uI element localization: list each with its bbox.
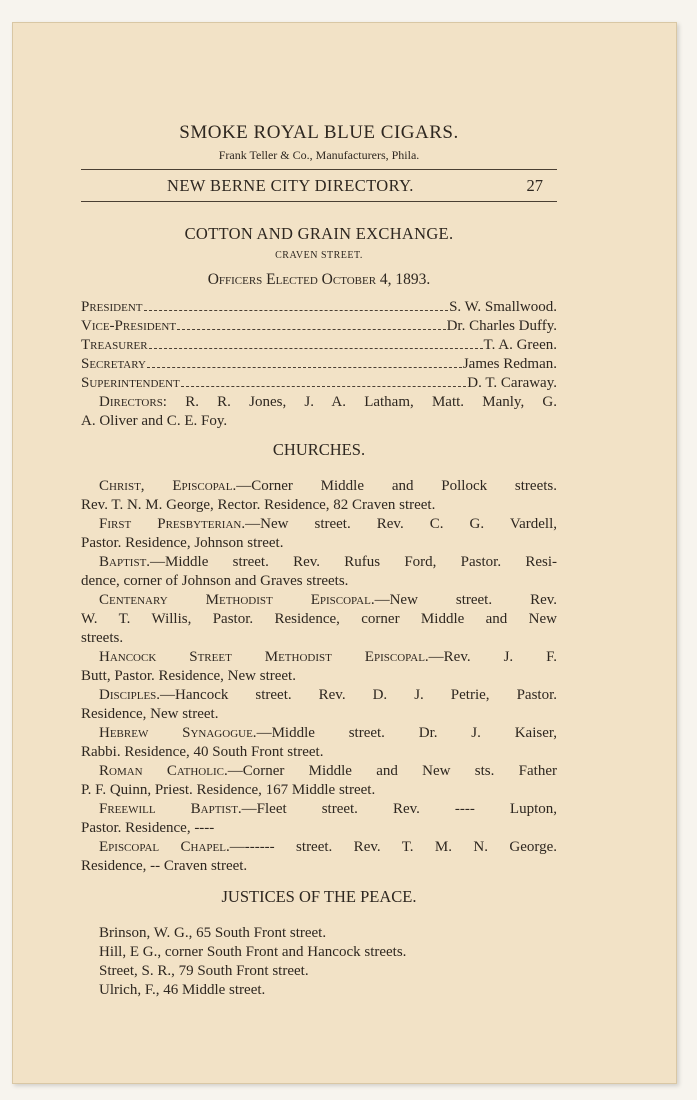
church-entry-line: Rev. T. N. M. George, Rector. Residence, 82 Craven street. — [81, 497, 436, 513]
dot-leader — [177, 317, 446, 330]
dot-leader — [144, 298, 449, 311]
church-entry-line: Pastor. Residence, ---- — [81, 820, 215, 836]
justice-entry: Ulrich, F., 46 Middle street. — [99, 982, 266, 998]
officer-row — [81, 298, 557, 316]
church-name: Baptist. — [99, 554, 151, 570]
church-entry: Disciples.—Hancock street. Rev. D. J. Petrie, Pastor. — [99, 687, 557, 703]
church-name: Hebrew Synagogue. — [99, 725, 257, 741]
directors-label: Directors: — [99, 394, 167, 410]
officer-row — [81, 317, 557, 335]
church-entry-line: Butt, Pastor. Residence, New street. — [81, 668, 296, 684]
church-entry-line: Rabbi. Residence, 40 South Front street. — [81, 744, 324, 760]
church-entry-line: dence, corner of Johnson and Graves streets. — [81, 573, 349, 589]
officer-name: T. A. Green. — [483, 337, 557, 353]
officer-row — [81, 336, 557, 354]
justice-entry: Hill, E G., corner South Front and Hancock streets. — [99, 944, 407, 960]
church-entry: Centenary Methodist Episcopal.—New street. Rev. — [99, 592, 558, 608]
officer-name: James Redman. — [462, 356, 557, 372]
dot-leader — [181, 374, 467, 387]
church-name: Christ, Episcopal. — [99, 478, 237, 494]
officer-name: Dr. Charles Duffy. — [446, 318, 557, 334]
top-rule — [81, 169, 557, 170]
officer-title: Superintendent — [81, 375, 180, 391]
church-name: Centenary Methodist Episcopal. — [99, 592, 375, 608]
church-name: Disciples. — [99, 687, 161, 703]
directors-line — [81, 393, 557, 411]
church-entry: Episcopal Chapel.—------ street. Rev. T. M. N. George. — [99, 839, 557, 855]
church-entry-line: P. F. Quinn, Priest. Residence, 167 Middle street. — [81, 782, 376, 798]
exchange-heading: COTTON AND GRAIN EXCHANGE. — [184, 224, 454, 243]
officer-name: D. T. Caraway. — [467, 375, 557, 391]
officer-row — [81, 374, 557, 392]
justices-heading: JUSTICES OF THE PEACE. — [221, 887, 417, 906]
church-entry-line: W. T. Willis, Pastor. Residence, corner Middle and New — [81, 611, 557, 627]
church-entry-line: Pastor. Residence, Johnson street. — [81, 535, 284, 551]
church-entry: Roman Catholic.—Corner Middle and New sts. Father — [99, 763, 557, 779]
church-name: Hancock Street Methodist Episcopal. — [99, 649, 429, 665]
church-entry: Christ, Episcopal.—Corner Middle and Pollock streets. — [99, 478, 558, 494]
church-name: First Presbyterian. — [99, 516, 246, 532]
church-entry: First Presbyterian.—New street. Rev. C. G. Vardell, — [99, 516, 557, 532]
directors-line-2: A. Oliver and C. E. Foy. — [81, 413, 228, 429]
church-name: Freewill Baptist. — [99, 801, 242, 817]
church-entry: Hancock Street Methodist Episcopal.—Rev. J. F. — [99, 649, 557, 665]
exchange-street: CRAVEN STREET. — [275, 250, 363, 261]
officer-name: S. W. Smallwood. — [449, 299, 557, 315]
ad-headline: SMOKE ROYAL BLUE CIGARS. — [179, 122, 459, 143]
officer-title: President — [81, 299, 143, 315]
church-entry-line: streets. — [81, 630, 124, 646]
officer-title: Treasurer — [81, 337, 148, 353]
church-entry-line: Residence, -- Craven street. — [81, 858, 248, 874]
church-entry: Freewill Baptist.—Fleet street. Rev. ---- Lupton, — [99, 801, 557, 817]
church-entry: Hebrew Synagogue.—Middle street. Dr. J. Kaiser, — [99, 725, 557, 741]
directors-names: R. R. Jones, J. A. Latham, Matt. Manly, G. — [185, 394, 557, 410]
justice-entry: Street, S. R., 79 South Front street. — [99, 963, 309, 979]
officer-title: Vice-President — [81, 318, 177, 334]
dot-leader — [147, 355, 462, 368]
church-entry: Baptist.—Middle street. Rev. Rufus Ford, Pastor. Resi- — [99, 554, 557, 570]
church-name: Roman Catholic. — [99, 763, 228, 779]
church-entry-line: Residence, New street. — [81, 706, 219, 722]
dot-leader — [149, 336, 483, 349]
justice-entry: Brinson, W. G., 65 South Front street. — [99, 925, 327, 941]
officer-row — [81, 355, 557, 373]
churches-heading: CHURCHES. — [272, 440, 366, 459]
officers-heading: Officers Elected October 4, 1893. — [207, 271, 431, 288]
ad-subtitle: Frank Teller & Co., Manufacturers, Phila. — [218, 148, 420, 162]
directory-page — [12, 22, 677, 1084]
running-head-title: NEW BERNE CITY DIRECTORY. — [167, 176, 414, 195]
page-number: 27 — [526, 176, 543, 195]
officer-title: Secretary — [81, 356, 146, 372]
church-name: Episcopal Chapel. — [99, 839, 230, 855]
bottom-rule — [81, 201, 557, 202]
